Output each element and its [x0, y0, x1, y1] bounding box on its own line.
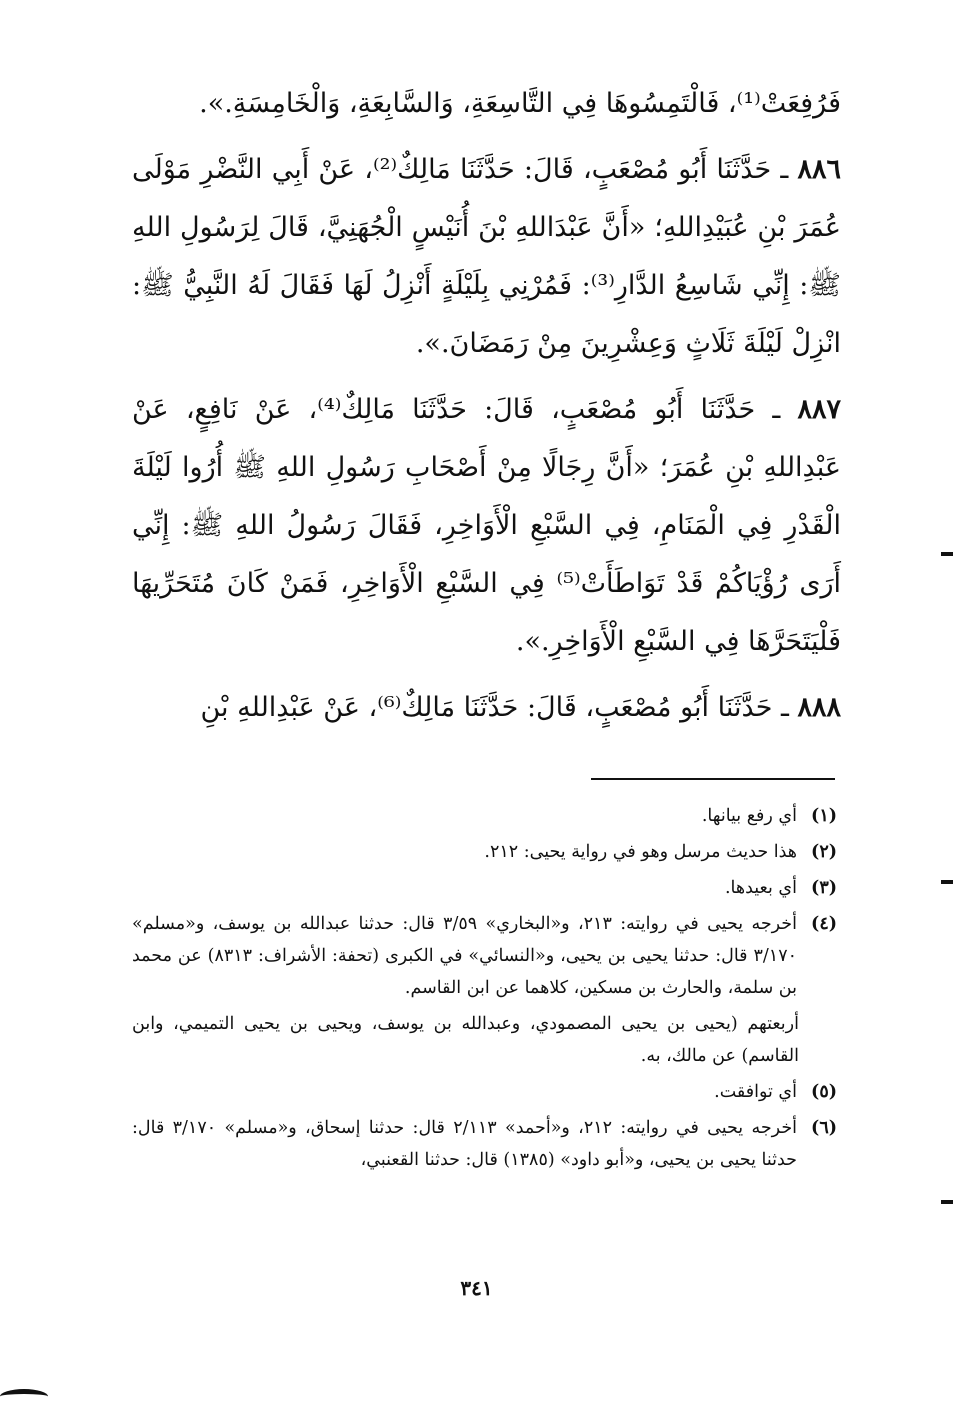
footnote-text: أي توافقت. — [714, 1082, 797, 1102]
footnote-3 — [132, 872, 837, 904]
footnote-text: هذا حديث مرسل وهو في رواية يحيى: ٢١٢. — [484, 842, 797, 862]
footnote-text: أخرجه يحيى في روايته: ٢١٢، و«أحمد» ٢/١١٣ قال: حدثنا إسحاق، و«مسلم» ٣/١٧٠ قال: حدثنا يحيى بن يحيى، و«أبو داود» (١٣٨٥) قال: حدثنا القعنبي، — [132, 1118, 798, 1170]
footnote-text: أي رفع بيانها. — [701, 806, 797, 826]
footnote-label: (١) — [811, 806, 837, 826]
hadith-886 — [132, 141, 841, 373]
hadith-888 — [132, 679, 841, 737]
footnote-2 — [132, 836, 837, 868]
hadith-887 — [132, 381, 841, 671]
footnote-4 — [132, 908, 837, 1004]
footnote-label: (٢) — [811, 842, 837, 862]
footnote-label: (٣) — [811, 878, 837, 898]
footnote-text: أي بعيدها. — [724, 878, 797, 898]
page-number: ٣٤١ — [460, 1276, 493, 1300]
hadith-number: ٨٨٨ — [797, 692, 841, 723]
hadith-text: ـ حَدَّثَنَا أَبُو مُصْعَبٍ، قَالَ: حَدَّثَنَا مَالِكٌ⁽²⁾، عَنْ أَبِي النَّضْرِ مَوْلَى عُمَرَ بْنِ عُبَيْدِاللهِ؛ «أَنَّ عَبْدَاللهِ بْنَ أُنَيْسٍ الْجُهَنِيَّ، قَالَ لِرَسُولِ اللهِ ﷺ: إِنِّي شَاسِعُ الدَّارِ⁽³⁾: فَمُرْنِي بِلَيْلَةٍ أَنْزِلُ لَهَا فَقَالَ لَهُ النَّبِيُّ ﷺ: انْزِلْ لَيْلَةَ ثَلَاثٍ وَعِشْرِينَ مِنْ رَمَضَانَ.». — [132, 154, 841, 359]
hadith-text: ـ حَدَّثَنَا أَبُو مُصْعَبٍ، قَالَ: حَدَّثَنَا مَالِكٌ⁽⁴⁾، عَنْ نَافِعٍ، عَنْ عَبْدِاللهِ بْنِ عُمَرَ؛ «أَنَّ رِجَالًا مِنْ أَصْحَابِ رَسُولِ اللهِ ﷺ أُرُوا لَيْلَةَ الْقَدْرِ فِي الْمَنَامِ، فِي السَّبْعِ الْأَوَاخِرِ، فَقَالَ رَسُولُ اللهِ ﷺ: إِنِّي أَرَى رُؤْيَاكُمْ قَدْ تَوَاطَأَتْ⁽⁵⁾ فِي السَّبْعِ الْأَوَاخِرِ، فَمَنْ كَانَ مُتَحَرِّيهَا فَلْيَتَحَرَّهَا فِي السَّبْعِ الْأَوَاخِرِ.». — [132, 394, 842, 657]
hadith-number: ٨٨٦ — [797, 154, 841, 185]
scan-edge-mark — [941, 552, 953, 556]
footnote-5 — [132, 1076, 837, 1108]
hadith-text: ـ حَدَّثَنَا أَبُو مُصْعَبٍ، قَالَ: حَدَّثَنَا مَالِكٌ⁽⁶⁾، عَنْ عَبْدِاللهِ بْنِ — [200, 692, 789, 723]
hadith-number: ٨٨٧ — [797, 394, 842, 425]
footnote-4-continuation: أربعتهم (يحيى بن يحيى المصمودي، وعبدالله بن يوسف، ويحيى بن يحيى التميمي، وابن القاسم) عن مالك، به. — [132, 1014, 799, 1066]
continuation-paragraph: فَرُفِعَتْ⁽¹⁾، فَالْتَمِسُوهَا فِي التَّاسِعَةِ، وَالسَّابِعَةِ، وَالْخَامِسَةِ.». — [199, 88, 841, 119]
footnote-label: (٤) — [811, 914, 837, 934]
footnote-6 — [132, 1112, 837, 1176]
footnote-text: أخرجه يحيى في روايته: ٢١٣، و«البخاري» ٣/٥٩ قال: حدثنا عبدالله بن يوسف، و«مسلم» ٣/١٧٠ قال: حدثنا يحيى بن يحيى، و«النسائي» في الكبرى (تحفة: الأشراف: ٨٣١٣) عن محمد بن سلمة، والحارث بن مسكين، كلاهما عن ابن القاسم. — [132, 914, 797, 998]
scan-edge-mark — [941, 880, 953, 884]
scan-corner-mark — [0, 1389, 48, 1404]
footnote-1 — [132, 800, 837, 832]
footnote-label: (٥) — [811, 1082, 837, 1102]
footnote-separator — [591, 778, 835, 780]
footnote-label: (٦) — [811, 1118, 837, 1138]
main-text — [132, 75, 841, 745]
footnotes — [132, 800, 837, 1180]
scan-edge-mark — [941, 1200, 953, 1204]
